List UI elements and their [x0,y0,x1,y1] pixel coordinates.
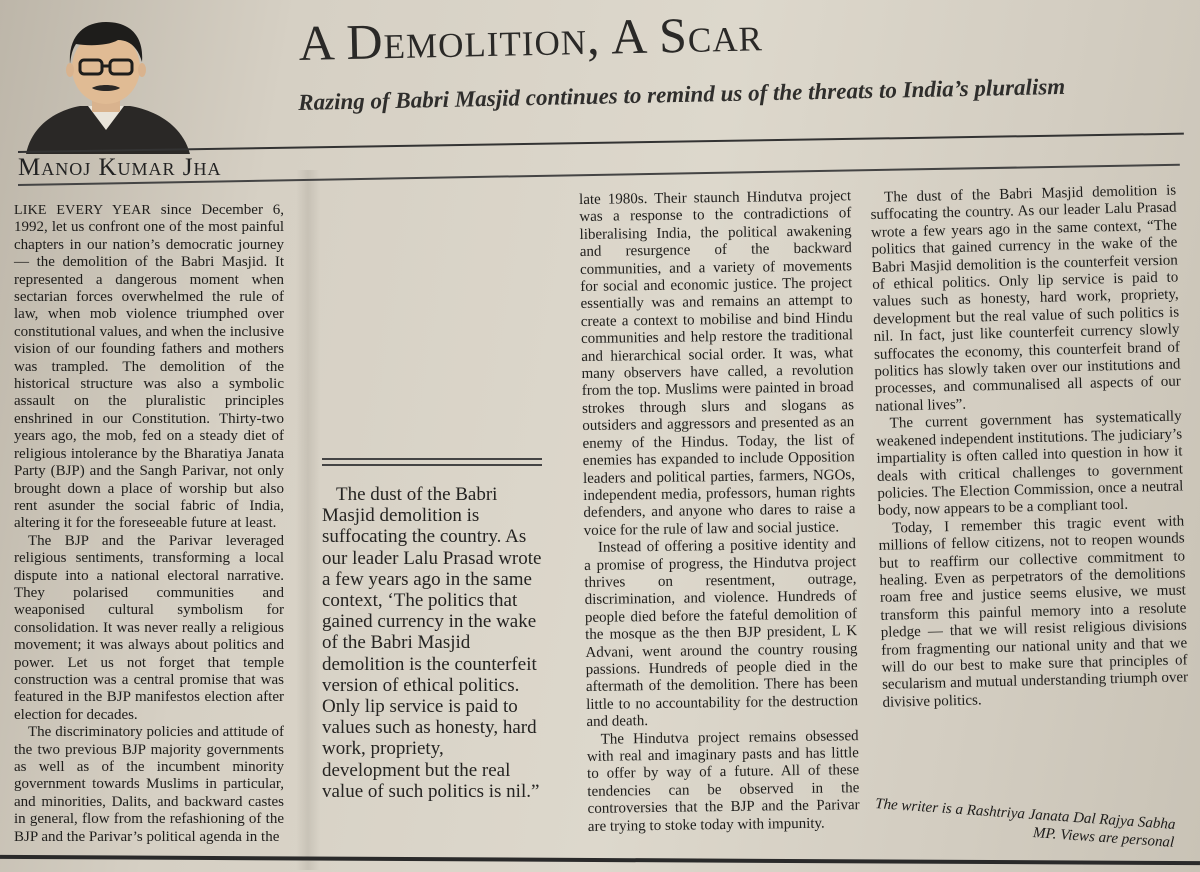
paragraph: late 1980s. Their staunch Hindutva project was a response to the contradictions of liberalising India, the political awakening and resurgence of the backward communities, and a variety of movements for social and economic justice. The project essentially was and remains an attempt to create a context to mobilise and bind Hindu communities and help restore the traditional and hierarchical social order. It was, what many observers have called, a revolution from the top. Muslims were painted in broad strokes through slurs and slogans as outsiders and aggressors and presented as an enemy of the Hindus. Today, the list of enemies has expanded to include Opposition leaders and political parties, farmers, NGOs, independent media, professors, human rights defenders, and anyone who dares to raise a voice for the rule of law and social justice. [579,188,856,539]
paragraph [14,202,284,533]
paragraph-text: since December 6, 1992, let us confront one of the most painful chapters in our nation’s democratic journey — the demolition of the Babri Masjid. It represented a dangerous moment when sectarian forces overwhelmed the rule of law, when mob violence triumphed over constitutional values, and when the inclusive vision of our founding fathers and mothers was trampled. The demolition of the historical structure was also a symbolic assault on the pluralistic principles enshrined in our Constitution. Thirty-two years ago, the mob, fed on a steady diet of religious intolerance by the Bharatiya Janata Party (BJP) and the Sangh Parivar, not only brought down a place of worship but also rent asunder the social fabric of India, altering it for the foreseeable future at least. [14,202,284,532]
paragraph: Instead of offering a positive identity and a promise of progress, the Hindutva project thrives on resentment, outrage, discrimination, and violence. Hundreds of people died before the fateful demolition of the mosque as the then BJP president, L K Advani, went around the country rousing passions. Hundreds of people died in the aftermath of the demolition. There has been little to no accountability for the destruction and death. [584,536,859,731]
headline: A Demolition, A Scar [298,5,764,71]
page-fold-shadow [296,170,320,870]
pull-quote-rule [322,464,542,466]
pull-quote: The dust of the Babri Masjid demolition is suffocating the country. As our leader Lalu Prasad wrote a few years ago in the same context, ‘The politics that gained currency in the wake of the Babri Masjid demolition is the counterfeit version of ethical politics. Only lip service is paid to values such as honesty, hard work, propriety, development but the real value of such politics is nil.” [322,484,542,802]
subheadline: Razing of Babri Masjid continues to remind us of the threats to India’s pluralism [298,73,1066,115]
footer-rule [0,855,1200,865]
paragraph: The current government has systematically weakened independent institutions. The judiciary’s impartiality is often called into question in how it deals with critical challenges to government policies. The Election Commission, once a neutral body, now appears to be a compliant tool. [875,408,1184,520]
article-column-4 [870,183,1189,713]
article-column-1 [14,202,284,846]
lead-in-text: LIKE EVERY YEAR [14,203,151,218]
article-column-3 [579,188,860,836]
pull-quote-rule [322,458,542,460]
paragraph: Today, I remember this tragic event with millions of fellow citizens, not to reopen wounds but to reaffirm our collective commitment to healing. Even as perpetrators of the demolitions roam free and justice seems elusive, we must transform this painful memory into a resolute pledge — that we will resist religious divisions from fragmenting our national unity and that we will do our best to make sure that principles of secularism and mutual understanding triumph over divisive politics. [878,513,1189,711]
paragraph: The BJP and the Parivar leveraged religious sentiments, transforming a local dispute into a national electoral narrative. They polarised communities and weaponised cultural symbolism for consolidation. It was never really a religious movement; it was always about politics and power. Let us not forget that temple construction was a central promise that was featured in the BJP manifestos election after election for decades. [14,532,284,723]
paragraph: The Hindutva project remains obsessed with real and imaginary pasts and has little to offer by way of a future. All of these tendencies can be observed in the controversies that the BJP and the Parivar are trying to stoke today with impunity. [586,727,860,835]
paragraph: The dust of the Babri Masjid demolition is suffocating the country. As our leader Lalu Prasad wrote a few years ago in the same context, “The politics that gained currency in the wake of the Babri Masjid demolition is the counterfeit version of ethical politics. Only lip service is paid to values such as honesty, hard work, propriety, development but the real value of such politics is nil. In fact, just like counterfeit currency slowly suffocates the economy, this counterfeit brand of politics has slowly taken over our institutions and processes, and communalised all aspects of our national lives”. [870,182,1181,415]
pull-quote-column [322,458,542,802]
author-bio-byline: The writer is a Rashtriya Janata Dal Rajya Sabha MP. Views are personal [874,796,1176,851]
author-portrait-illustration [18,6,194,154]
paragraph: The discriminatory policies and attitude of the two previous BJP majority governments as well as of the incumbent minority government towards Muslims in particular, and minorities, Dalits, and backward castes in general, flow from the refashioning of the BJP and the Parivar’s political agenda in the [14,724,284,845]
author-name: Manoj Kumar Jha [18,154,222,181]
